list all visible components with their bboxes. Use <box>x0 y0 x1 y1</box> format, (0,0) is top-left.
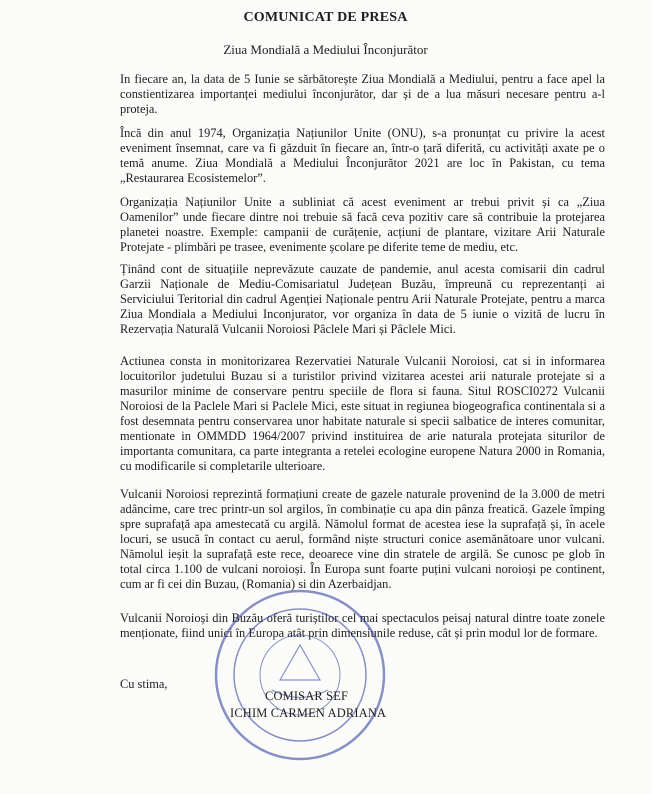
official-stamp-icon <box>210 585 390 765</box>
closing-salutation: Cu stima, <box>120 677 168 691</box>
paragraph-4: Ținând cont de situațiile neprevăzute cauzate de pandemie, anul acesta comisarii din cadrul Garzii Naționale de Mediu-Comisariatul Județean Buzău, împreună cu reprezentanți ai Serviciului Teritorial din cadrul Agenției Naționale pentru Arii Naturale Protejate, pentru a marca Ziua Mondiala a Mediului Inconjurator, vor organiza în data de 5 iunie o vizită de lucru în Rezervația Naturală Vulcanii Noroiosi Pâclele Mari și Pâclele Mici. <box>120 262 605 336</box>
paragraph-2: Încă din anul 1974, Organizația Națiunilor Unite (ONU), s-a pronunțat cu privire la acest eveniment însemnat, care va fi găzduit în fiecare an, într-o țară diferită, cu activități axate pe o temă anume. Ziua Mondială a Mediului Înconjurător 2021 are loc în Pakistan, cu tema „Restaurarea Ecosistemelor”. <box>120 126 605 185</box>
paragraph-7: Vulcanii Noroioși din Buzău oferă turiștilor cel mai spectaculos peisaj natural dintre toate zonele menționate, fiind unici în Europa atât prin dimensiunile reduse, cât și prin modul lor de formare. <box>120 611 605 640</box>
paragraph-1: In fiecare an, la data de 5 Iunie se sărbătorește Ziua Mondială a Mediului, pentru a face apel la constientizarea importanței mediului înconjurător, dar și de a lua măsuri necesare pentru a-l proteja. <box>120 72 605 116</box>
paragraph-3: Organizația Națiunilor Unite a subliniat că acest eveniment ar trebui privit și ca „Ziua Oamenilor” unde fiecare dintre noi trebuie să facă ceva pozitiv care să contribuie la protejarea planetei noastre. Exemple: campanii de curățenie, acțiuni de plantare, vizitare Arii Naturale Protejate - plimbări pe trasee, evenimente școlare pe diferite teme de mediu, etc. <box>120 195 605 254</box>
signer-name: ICHIM CARMEN ADRIANA <box>230 706 387 720</box>
document-title: COMUNICAT DE PRESA <box>243 10 408 25</box>
paragraph-6: Vulcanii Noroiosi reprezintă formațiuni create de gazele naturale provenind de la 3.000 de metri adâncime, care trec printr-un sol argilos, în combinație cu apa din pânza freatică. Gazele împing spre suprafață apa amestecată cu argilă. Nămolul format de acestea iese la suprafață și, în acele locuri, se usucă în contact cu aerul, formând niște structuri conice asemănătoare unor vulcani. Nămolul ieșit la suprafață este rece, deoarece vine din stratele de argilă. Se cunosc pe glob în total circa 1.100 de vulcani noroioși. În Europa sunt foarte puțini vulcani noroioși pe continent, cum ar fi cei din Buzau, (Romania) si din Azerbaidjan. <box>120 487 605 591</box>
signer-title: COMISAR SEF <box>265 689 349 703</box>
paragraph-5: Actiunea consta in monitorizarea Rezervatiei Naturale Vulcanii Noroiosi, cat si in informarea locuitorilor judetului Buzau si a turistilor privind vizitarea acestei arii naturale protejate si a masurilor minime de conservare pentru speciile de flora si fauna. Situl ROSCI0272 Vulcanii Noroiosi de la Paclele Mari si Paclele Mici, este situat in regiunea biogeografica continentala si a fost desemnata pentru conservarea unor habitate naturale si specii salbatice de interes comunitar, mentionate in OMMDD 1964/2007 privind instituirea de arie naturala protejata siturilor de importanta comunitara, ca parte integranta a retelei ecologine europene Natura 2000 in Romania, cu modificarile si completarile ulterioare. <box>120 354 605 473</box>
document-subtitle: Ziua Mondială a Mediului Înconjurător <box>223 42 428 57</box>
